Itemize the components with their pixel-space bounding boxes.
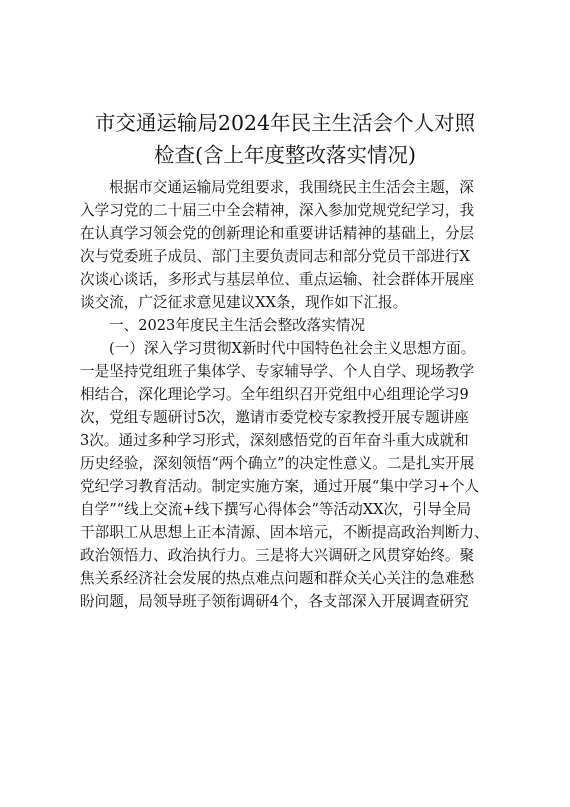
body-line: 3次。通过多种学习形式，深刻感悟党的百年奋斗重大成就和	[80, 432, 469, 449]
body-line: 相结合，深化理论学习。全年组织召开党组中心组理论学习9	[80, 386, 469, 403]
body-line: 次，党组专题研讨5次，邀请市委党校专家教授开展专题讲座	[80, 409, 469, 426]
body-line: 干部职工从思想上正本清源、固本培元，不断提高政治判断力、	[80, 524, 489, 541]
body-line: 焦关系经济社会发展的热点难点问题和群众关心关注的急难愁	[80, 570, 475, 587]
body-line: 次与党委班子成员、部门主要负责同志和部分党员干部进行X	[80, 248, 470, 265]
body-line: (一）深入学习贯彻X新时代中国特色社会主义思想方面。	[109, 340, 476, 357]
body-line: 盼问题，局领导班子领衔调研4个，各支部深入开展调查研究	[80, 593, 469, 610]
document-body	[80, 176, 500, 613]
document-title-line-1: 市交通运输局2024年民主生活会个人对照	[94, 111, 476, 135]
body-line: 次谈心谈话，多形式与基层单位、重点运输、社会群体开展座	[80, 271, 475, 288]
body-line: 党纪学习教育活动。制定实施方案，通过开展“集中学习+个人	[80, 478, 480, 495]
body-line: 根据市交通运输局党组要求，我围绕民主生活会主题，深	[109, 179, 474, 196]
body-line: 在认真学习领会党的创新理论和重要讲话精神的基础上，分层	[80, 225, 475, 242]
body-line: 一是坚持党组班子集体学、专家辅导学、个人自学、现场教学	[80, 363, 475, 380]
body-line: 入学习党的二十届三中全会精神，深入参加党规党纪学习，我	[80, 202, 475, 219]
document-title-line-2: 检查(含上年度整改落实情况)	[154, 143, 416, 167]
body-line: 自学”“线上交流+线下撰写心得体会”等活动XX次，引导全局	[80, 501, 472, 518]
body-line: 历史经验，深刻领悟“两个确立”的决定性意义。二是扎实开展	[80, 455, 475, 472]
body-line: 一、2023年度民主生活会整改落实情况	[109, 317, 366, 334]
body-line: 谈交流，广泛征求意见建议XX条，现作如下汇报。	[80, 294, 408, 311]
body-line: 政治领悟力、政治执行力。三是将大兴调研之风贯穿始终。聚	[80, 547, 475, 564]
